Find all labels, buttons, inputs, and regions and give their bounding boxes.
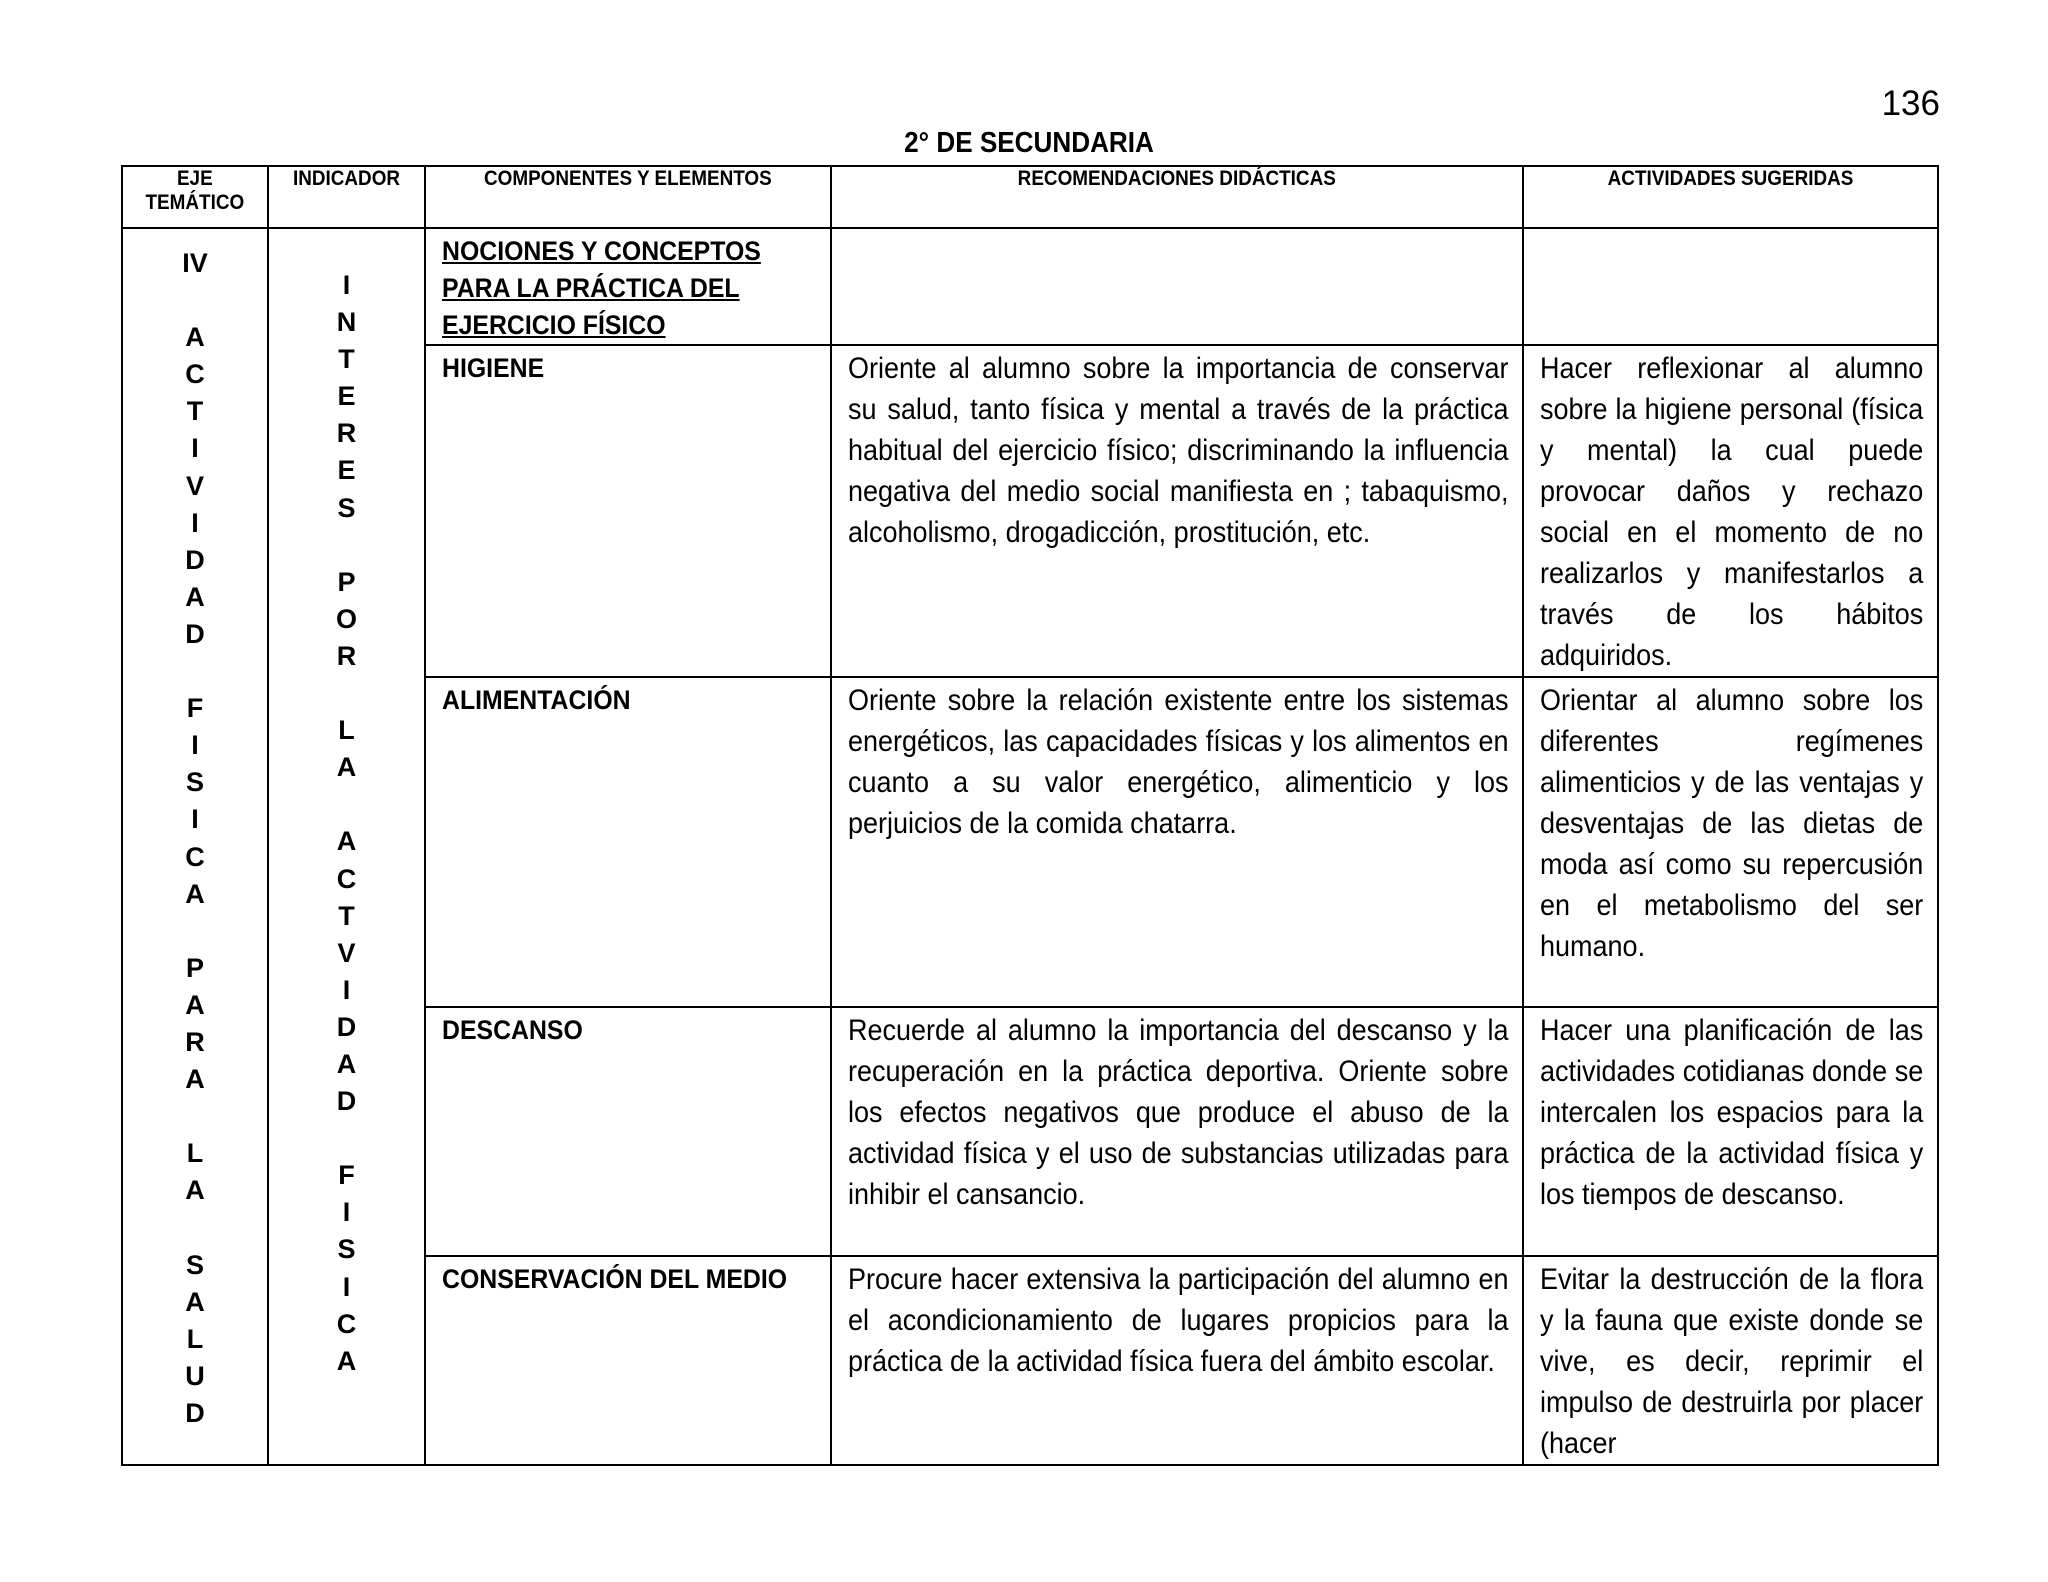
page-number: 136 [1881,84,1940,123]
header-componentes: COMPONENTES Y ELEMENTOS [425,166,831,228]
empty-cell [1523,228,1938,345]
actividad-cell: Hacer una planificación de las actividades cotidianas donde se intercalen los espacios para la práctica de la actividad física y los tiempos de descanso. [1523,1007,1938,1256]
table-header-row [122,166,1938,228]
actividad-cell: Orientar al alumno sobre los diferentes regímenes alimenticios y de las ventajas y desventajas de las dietas de moda así como su repercusión en el metabolismo del ser humano. [1523,677,1938,1007]
actividad-cell: Hacer reflexionar al alumno sobre la higiene personal (física y mental) la cual puede provocar daños y rechazo social en el momento de no realizarlos y manifestarlos a través de los hábitos adquiridos. [1523,345,1938,677]
header-actividades: ACTIVIDADES SUGERIDAS [1523,166,1938,228]
document-heading: 2° DE SECUNDARIA [904,127,1154,159]
empty-cell [831,228,1523,345]
curriculum-table [121,165,1939,1466]
recomendacion-cell: Oriente sobre la relación existente entre los sistemas energéticos, las capacidades físicas y los alimentos en cuanto a su valor energético, alimenticio y los perjuicios de la comida chatarra. [831,677,1523,1007]
header-indicador: INDICADOR [268,166,425,228]
actividad-cell: Evitar la destrucción de la flora y la fauna que existe donde se vive, es decir, reprimir el impulso de destruirla por placer (hacer [1523,1256,1938,1465]
eje-tematico-vertical-text: IV A C T I V I D A D F I S I C A P A R A L A S A L U D [182,248,208,1428]
componente-cell: ALIMENTACIÓN [425,677,831,1007]
componente-cell: HIGIENE [425,345,831,677]
indicador-vertical-text: I N T E R E S P O R L A A C T V I D A D F I S I C A [335,270,357,1376]
recomendacion-cell: Oriente al alumno sobre la importancia de conservar su salud, tanto física y mental a través de la práctica habitual del ejercicio físico; discriminando la influencia negativa del medio social manifiesta en ; tabaquismo, alcoholismo, drogadicción, prostitución, etc. [831,345,1523,677]
eje-tematico-cell [122,228,268,1465]
componente-cell: DESCANSO [425,1007,831,1256]
recomendacion-cell: Recuerde al alumno la importancia del descanso y la recuperación en la práctica deportiva. Oriente sobre los efectos negativos que produce el abuso de la actividad física y el uso de substancias utilizadas para inhibir el cansancio. [831,1007,1523,1256]
header-eje-tematico: EJE TEMÁTICO [122,166,268,228]
recomendacion-cell: Procure hacer extensiva la participación del alumno en el acondicionamiento de lugares propicios para la práctica de la actividad física fuera del ámbito escolar. [831,1256,1523,1465]
header-recomendaciones: RECOMENDACIONES DIDÁCTICAS [831,166,1523,228]
section-title: NOCIONES Y CONCEPTOS PARA LA PRÁCTICA DEL EJERCICIO FÍSICO [442,236,761,340]
componente-cell: CONSERVACIÓN DEL MEDIO [425,1256,831,1465]
indicador-cell [268,228,425,1465]
section-title-cell [425,228,831,345]
table-row [122,228,1938,345]
